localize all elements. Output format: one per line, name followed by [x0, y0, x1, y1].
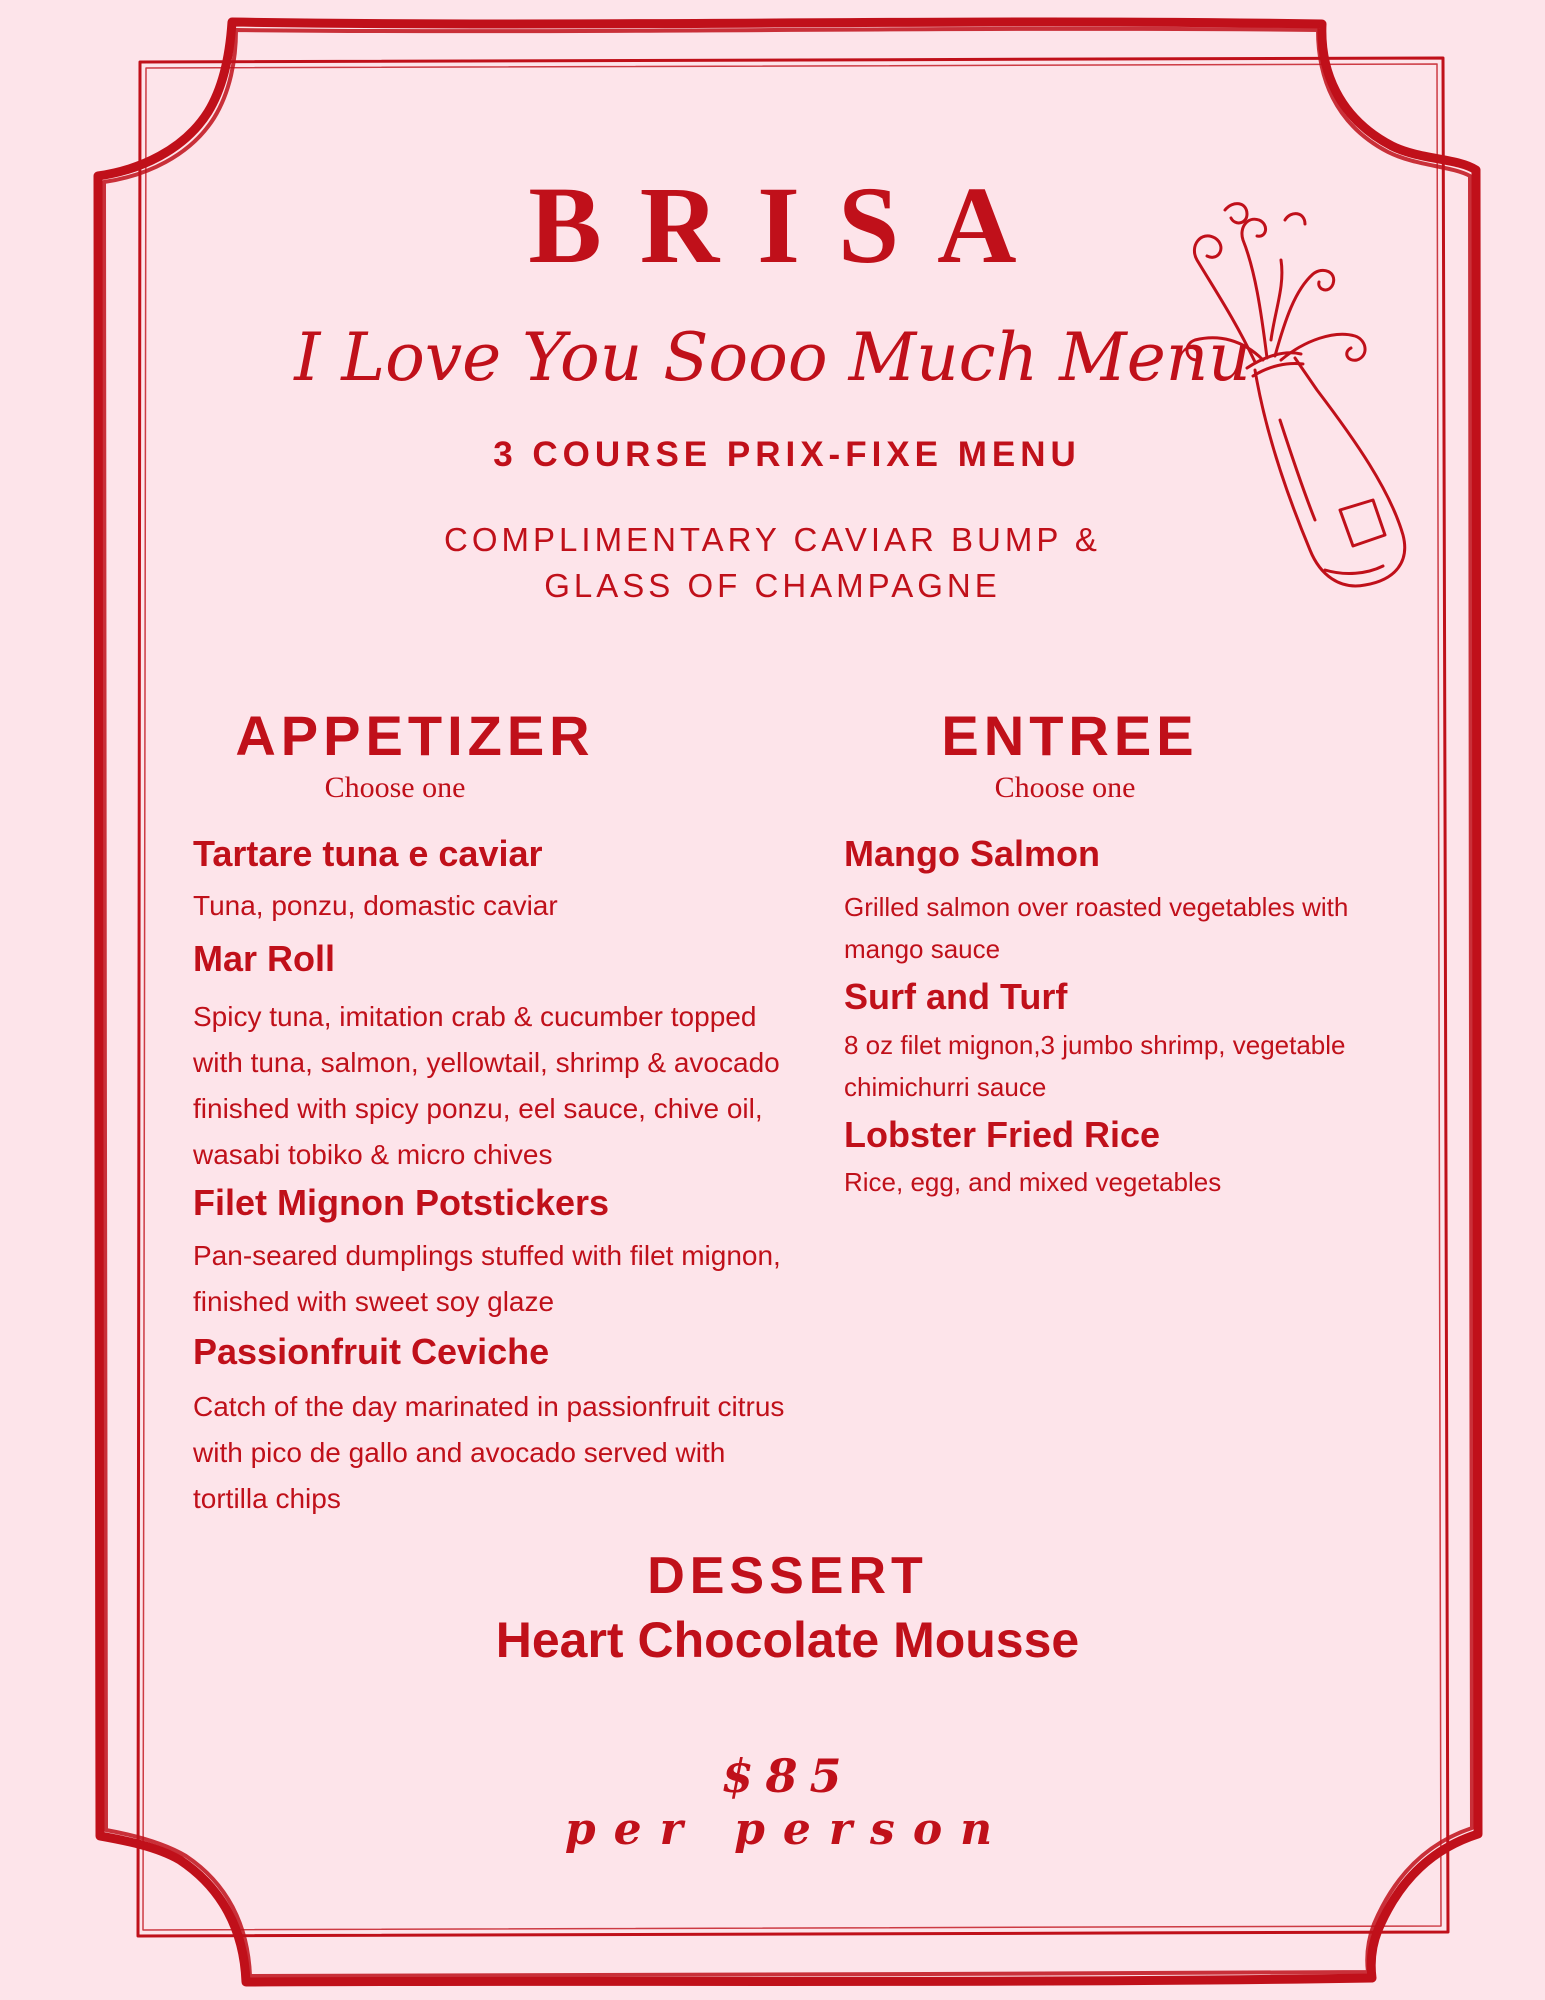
appetizer-item-desc: Tuna, ponzu, domastic caviar — [193, 890, 558, 921]
entree-item-name: Surf and Turf — [844, 976, 1068, 1017]
complimentary-line-2: GLASS OF CHAMPAGNE — [544, 567, 1001, 604]
appetizer-heading: APPETIZER — [235, 704, 595, 767]
price-amount: $85 — [721, 1749, 854, 1803]
dessert-item: Heart Chocolate Mousse — [495, 1612, 1080, 1668]
course-description: 3 COURSE PRIX-FIXE MENU — [493, 435, 1081, 474]
entree-item-desc: Rice, egg, and mixed vegetables — [844, 1167, 1222, 1197]
entree-subheading: Choose one — [994, 771, 1136, 804]
appetizer-item-name: Filet Mignon Potstickers — [193, 1182, 610, 1223]
price-unit: per person — [564, 1804, 1011, 1855]
entree-item-desc: Grilled salmon over roasted vegetables with mango sauce — [844, 892, 1349, 964]
appetizer-subheading: Choose one — [324, 771, 466, 804]
appetizer-item-name: Tartare tuna e caviar — [193, 833, 543, 874]
appetizer-item-name: Passionfruit Ceviche — [193, 1331, 550, 1372]
entree-item-desc: 8 oz filet mignon,3 jumbo shrimp, vegetable chimichurri sauce — [844, 1030, 1346, 1102]
entree-heading: ENTREE — [941, 704, 1199, 767]
appetizer-item-name: Mar Roll — [193, 938, 336, 979]
appetizer-item-desc: Pan-seared dumplings stuffed with filet mignon, finished with sweet soy glaze — [193, 1240, 781, 1317]
entree-item-name: Lobster Fried Rice — [844, 1114, 1161, 1155]
appetizer-item-desc: Catch of the day marinated in passionfruit citrus with pico de gallo and avocado served with tortilla chips — [193, 1391, 785, 1514]
dessert-heading: DESSERT — [647, 1547, 928, 1605]
appetizer-item-desc: Spicy tuna, imitation crab & cucumber topped with tuna, salmon, yellowtail, shrimp & avocado finished with spicy ponzu, eel sauce, chive oil, wasabi tobiko & micro chives — [193, 1001, 780, 1170]
entree-item-name: Mango Salmon — [844, 833, 1101, 874]
menu-tagline: I Love You Sooo Much Menu — [294, 319, 1251, 396]
restaurant-name: BRISA — [528, 164, 1055, 286]
complimentary-line-1: COMPLIMENTARY CAVIAR BUMP & — [444, 521, 1101, 558]
